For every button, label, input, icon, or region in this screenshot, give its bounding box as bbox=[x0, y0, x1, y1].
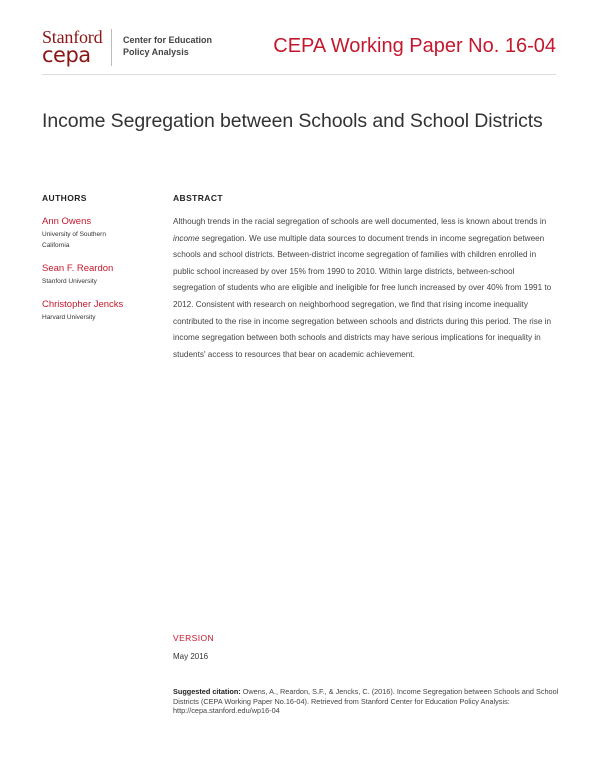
header-divider bbox=[42, 74, 556, 75]
author-affiliation-line1: Harvard University bbox=[42, 314, 96, 321]
paper-title: Income Segregation between Schools and School Districts bbox=[42, 110, 543, 132]
abstract-part2: segregation. We use multiple data sources to document trends in income segregation between schools and school districts. Between-district income segregation of families with children enrolled in public school increased by over 15% from 1990 to 2010. Within large districts, between-school segregation of students who are eligible and ineligible for free lunch increased by over 40% from 1991 to 2012. Consistent with research on neighborhood segregation, we find that rising income inequality contributed to the rise in income segregation between schools and districts during this period. The rise in income segregation between both schools and districts may have serious implications for inequality in students' access to resources that bear on academic achievement. bbox=[173, 233, 552, 359]
author-affiliation-line1: Stanford University bbox=[42, 278, 97, 285]
citation-label: Suggested citation: bbox=[173, 687, 241, 696]
suggested-citation bbox=[173, 687, 563, 716]
author-affiliation-line1: University of Southern bbox=[42, 231, 106, 238]
author-affiliation-line2: California bbox=[42, 242, 70, 249]
author-entry bbox=[42, 262, 162, 287]
center-name-line1: Center for Education bbox=[123, 35, 213, 45]
author-entry bbox=[42, 298, 162, 323]
author-name: Christopher Jencks bbox=[42, 299, 124, 310]
author-entry bbox=[42, 215, 162, 251]
center-name-line2: Policy Analysis bbox=[123, 47, 189, 57]
abstract-part1: Although trends in the racial segregation of schools are well documented, less is known about trends in bbox=[173, 217, 547, 226]
author-affiliation bbox=[42, 229, 162, 251]
citation-text: Owens, A., Reardon, S.F., & Jencks, C. (2016). Income Segregation between Schools and School Districts (CEPA Working Paper No.16-04). Retrieved from Stanford Center for Education Policy Analysis: http://cepa.stanford.edu/wp16-04 bbox=[173, 687, 559, 716]
author-affiliation bbox=[42, 312, 162, 323]
version-date: May 2016 bbox=[173, 652, 209, 661]
author-affiliation bbox=[42, 276, 162, 287]
cepa-logo: cepa bbox=[42, 43, 91, 67]
abstract-text bbox=[173, 214, 557, 363]
author-name: Ann Owens bbox=[42, 216, 92, 227]
stanford-logo: Stanford bbox=[42, 27, 103, 47]
authors-list bbox=[42, 215, 162, 334]
version-heading: VERSION bbox=[173, 633, 215, 643]
abstract-emphasis: income bbox=[173, 233, 200, 243]
center-name bbox=[123, 34, 212, 58]
author-name: Sean F. Reardon bbox=[42, 263, 114, 274]
working-paper-number: CEPA Working Paper No. 16-04 bbox=[273, 35, 556, 57]
logo-divider bbox=[111, 29, 112, 66]
authors-heading: AUTHORS bbox=[42, 193, 87, 203]
abstract-heading: ABSTRACT bbox=[173, 193, 223, 203]
